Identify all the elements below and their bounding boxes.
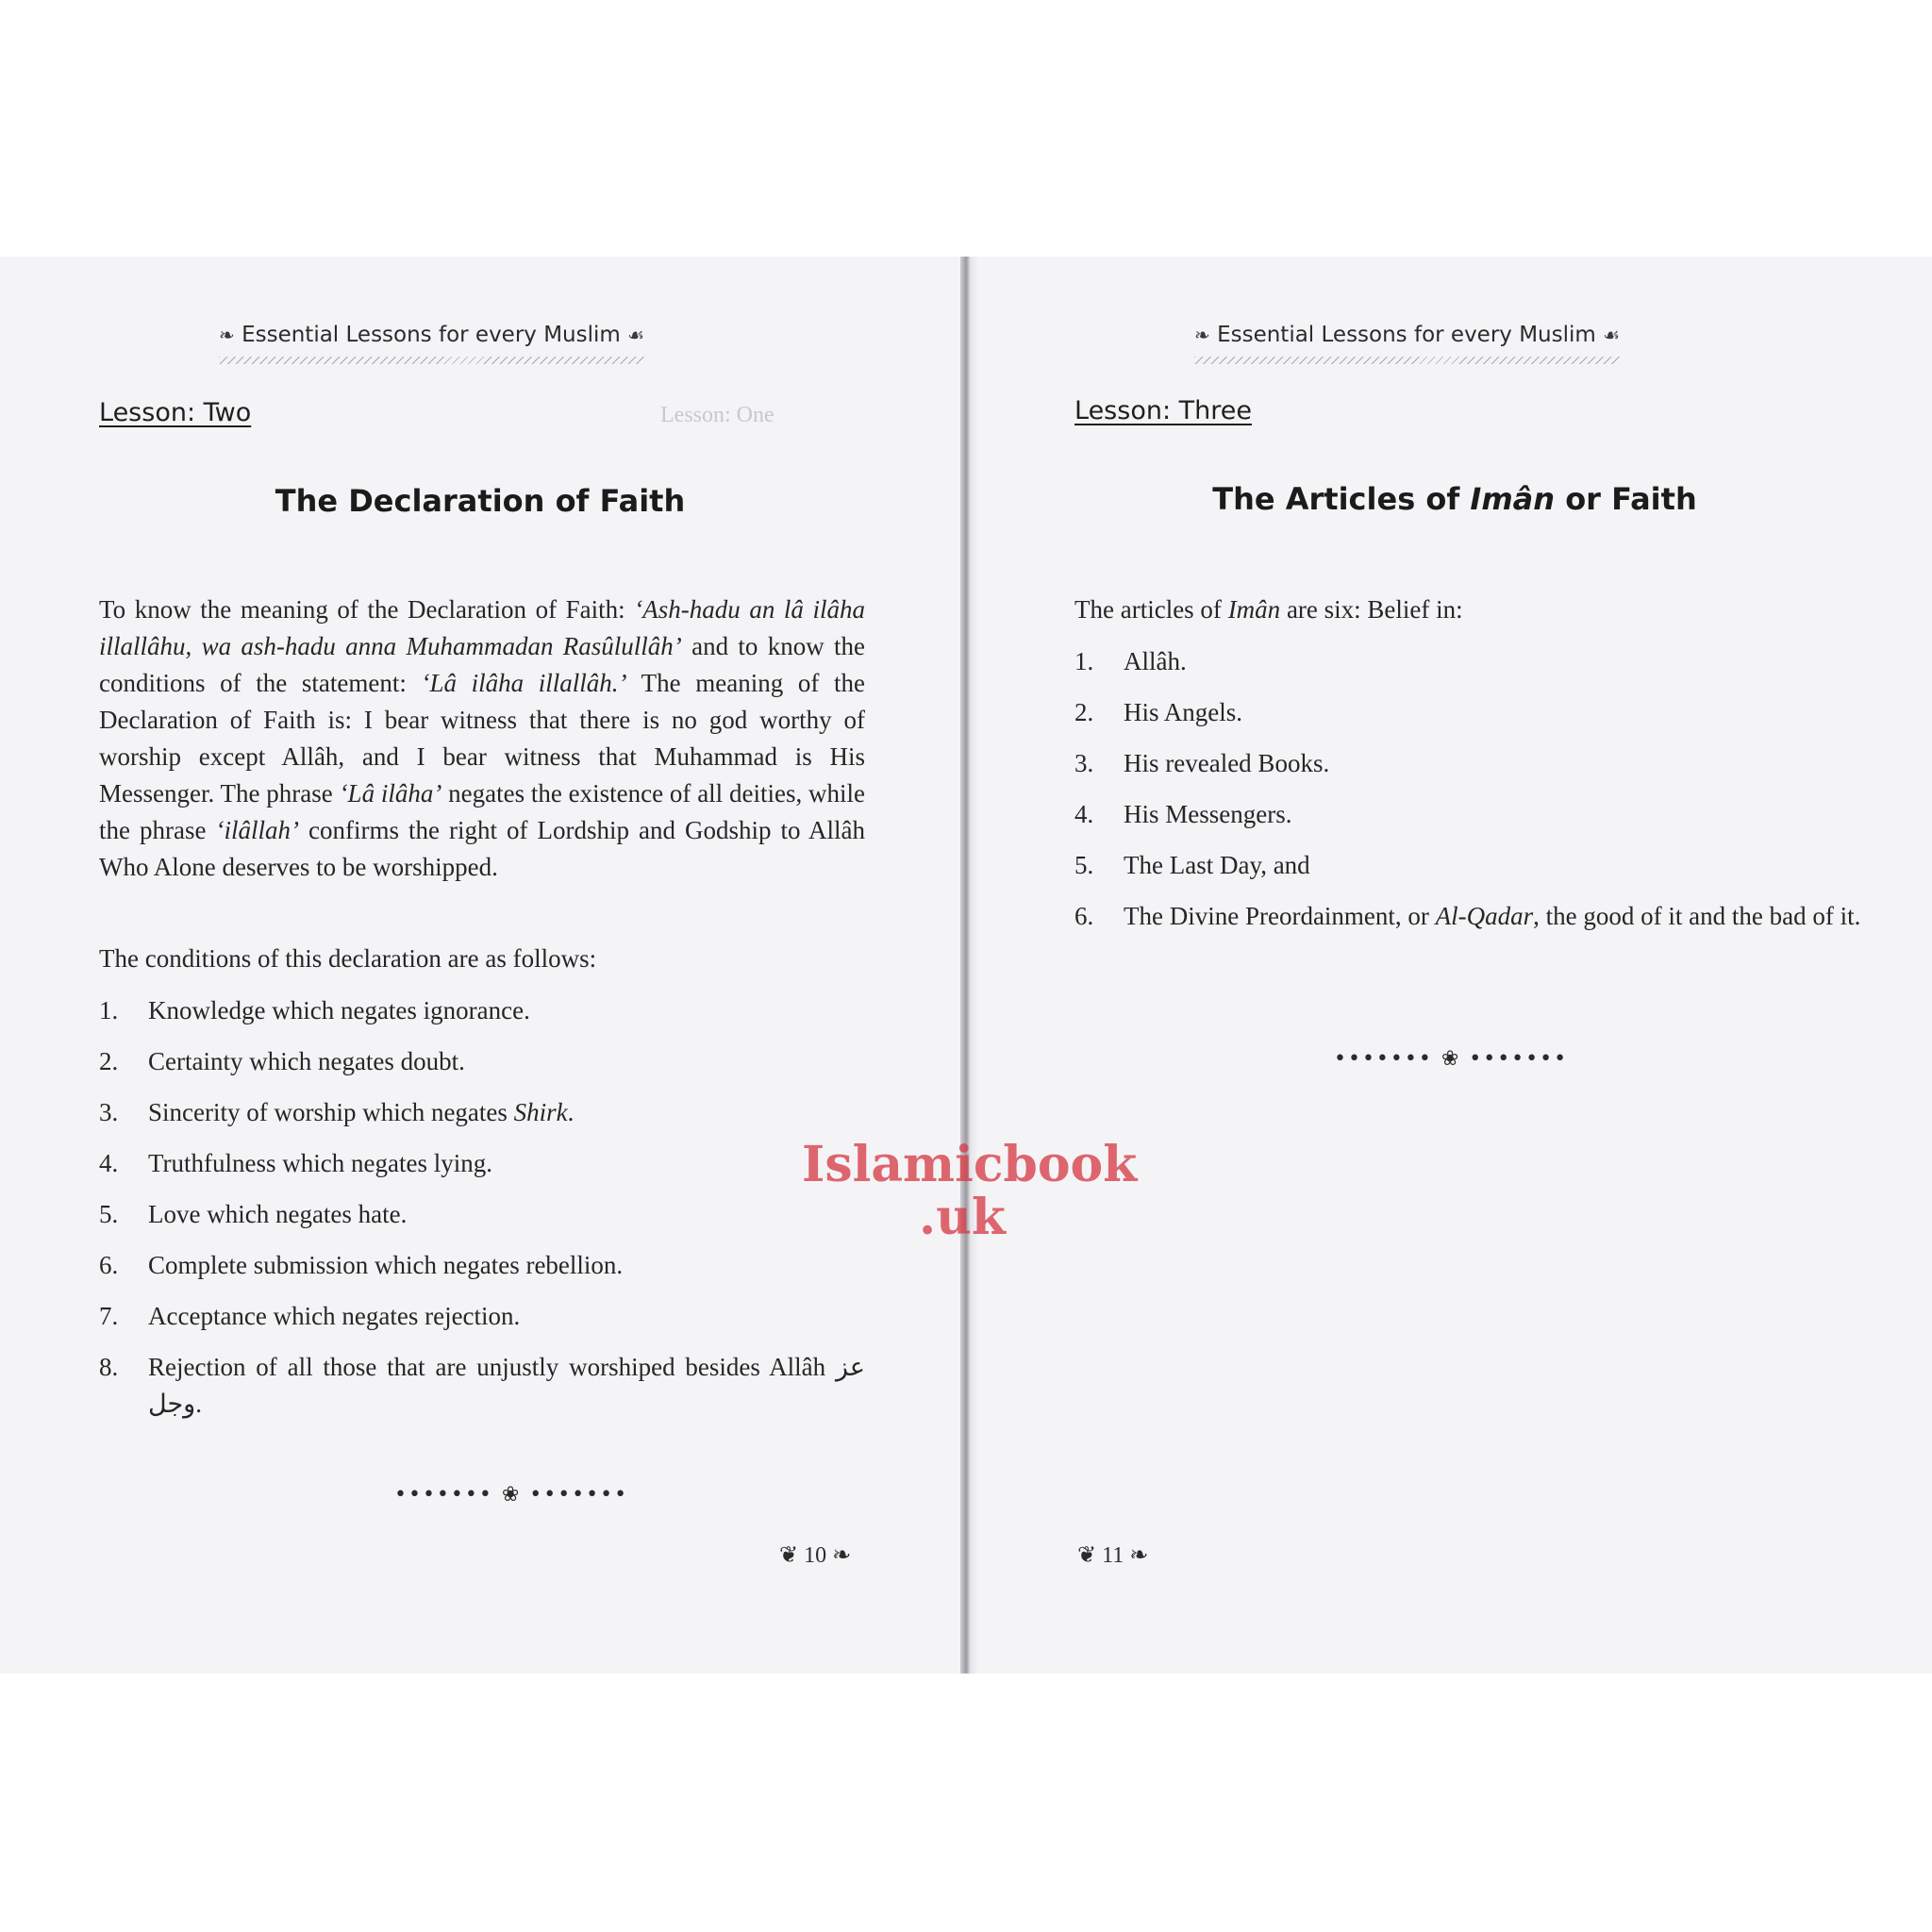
item-text-main: Acceptance which negates rejection.: [148, 1302, 521, 1330]
wavy-rule: [219, 357, 644, 364]
item-text-tail: , the good of it and the bad of it.: [1533, 902, 1861, 930]
list-item: [1074, 898, 1886, 935]
ilallah-phrase: ‘ilâllah’: [215, 816, 299, 844]
item-text-main: Love which negates hate.: [148, 1200, 408, 1228]
page-number-value: 11: [1102, 1543, 1124, 1568]
item-number: 5.: [1074, 851, 1094, 879]
lesson-label: Lesson: Two: [99, 398, 252, 427]
running-head-right: [1194, 323, 1620, 347]
declaration-paragraph: [99, 591, 865, 886]
item-text: [148, 1043, 865, 1080]
item-number: 3.: [99, 1098, 119, 1126]
item-text-main: Rejection of all those that are unjustly worshiped besides Allâh عز وجل.: [148, 1353, 865, 1418]
list-item: [99, 992, 865, 1029]
item-number: 1.: [1074, 647, 1094, 675]
item-number: 3.: [1074, 749, 1094, 777]
quill-ornament-icon: ☙: [627, 324, 645, 346]
right-page: [977, 257, 1932, 1674]
title-iman: Imân: [1470, 481, 1556, 517]
item-text: [148, 992, 865, 1029]
bleed-through-text: Lesson: One: [660, 403, 774, 427]
page-number-value: 10: [804, 1543, 827, 1568]
list-item: [1074, 847, 1886, 884]
lesson-title: [977, 481, 1932, 517]
item-text-main: Sincerity of worship which negates: [148, 1098, 514, 1126]
item-text: [148, 1298, 865, 1335]
book-spread: [0, 257, 1932, 1674]
meaning-text-2: negates the existence of all deities, while the phrase: [99, 779, 865, 844]
running-title: Essential Lessons for every Muslim: [1217, 323, 1596, 347]
left-page: [0, 257, 960, 1674]
item-number: 4.: [1074, 800, 1094, 828]
list-item: [1074, 643, 1886, 680]
list-item: [1074, 796, 1886, 833]
item-text: [1124, 745, 1886, 782]
articles-list: [1074, 643, 1886, 949]
shahada-transliteration: ‘Ash-hadu an lâ ilâha illallâhu, wa ash-hadu anna Muhammadan Rasûlullâh’: [99, 595, 865, 660]
item-text-main: The Last Day, and: [1124, 851, 1310, 879]
page-number-right: [1077, 1541, 1148, 1569]
item-number: 2.: [1074, 698, 1094, 726]
list-item: [99, 1349, 865, 1423]
list-item: [99, 1043, 865, 1080]
leaf-ornament-icon: ❦: [779, 1543, 799, 1568]
list-item: [99, 1298, 865, 1335]
page-number-left: [779, 1541, 851, 1569]
item-text-main: Knowledge which negates ignorance.: [148, 996, 530, 1024]
item-number: 2.: [99, 1047, 119, 1075]
item-text-main: Certainty which negates doubt.: [148, 1047, 465, 1075]
list-item: [1074, 745, 1886, 782]
intro-text: To know the meaning of the Declaration of Faith:: [99, 595, 635, 624]
quill-ornament-icon: ❧: [219, 324, 235, 346]
wavy-rule: [1194, 357, 1620, 364]
lesson-title: The Declaration of Faith: [275, 483, 686, 519]
la-ilaha-phrase: ‘Lâ ilâha’: [339, 779, 442, 808]
item-number: 8.: [99, 1353, 119, 1381]
item-number: 5.: [99, 1200, 119, 1228]
statement-transliteration: ‘Lâ ilâha illallâh.’: [421, 669, 627, 697]
quill-ornament-icon: ☙: [1603, 324, 1621, 346]
item-text: [1124, 847, 1886, 884]
item-text-main: His Messengers.: [1124, 800, 1292, 828]
item-italic-term: Shirk: [513, 1098, 568, 1126]
list-item: [99, 1145, 865, 1182]
item-text-main: His revealed Books.: [1124, 749, 1330, 777]
item-text-main: Truthfulness which negates lying.: [148, 1149, 492, 1177]
quill-ornament-icon: ❧: [1194, 324, 1210, 346]
watermark-line-2: .uk: [919, 1189, 1006, 1246]
section-divider: ••••••• ❀ •••••••: [394, 1483, 629, 1507]
list-item: [99, 1196, 865, 1233]
intro-text: The articles of: [1074, 595, 1228, 624]
meaning-text: The meaning of the Declaration of Faith is: I bear witness that there is no god worthy of worship except Allâh, and I bear witness that Muhammad is His Messenger. The phrase: [99, 669, 865, 808]
item-text-main: His Angels.: [1124, 698, 1243, 726]
watermark-line-1: Islamicbook: [802, 1136, 1138, 1193]
running-title: Essential Lessons for every Muslim: [242, 323, 621, 347]
item-text-tail: .: [567, 1098, 575, 1126]
item-number: 1.: [99, 996, 119, 1024]
intro-text-2: and to know the conditions of the statement:: [99, 632, 865, 697]
item-text: [1124, 796, 1886, 833]
item-text-main: Complete submission which negates rebellion.: [148, 1251, 624, 1279]
item-number: 6.: [99, 1251, 119, 1279]
item-text: [1124, 643, 1886, 680]
list-item: [99, 1094, 865, 1131]
book-gutter: [960, 257, 977, 1674]
item-text: [148, 1145, 865, 1182]
item-italic-term: Al-Qadar: [1435, 902, 1534, 930]
item-text: [148, 1196, 865, 1233]
list-item: [1074, 694, 1886, 731]
iman-term: Imân: [1227, 595, 1281, 624]
item-number: 6.: [1074, 902, 1094, 930]
title-text-2: or Faith: [1555, 481, 1697, 517]
leaf-ornament-icon: ❦: [1077, 1543, 1097, 1568]
articles-intro: [1074, 591, 1886, 628]
intro-text-2: are six: Belief in:: [1280, 595, 1463, 624]
item-text-main: The Divine Preordainment, or: [1124, 902, 1436, 930]
list-item: [99, 1247, 865, 1284]
leaf-ornament-icon: ❧: [1129, 1543, 1149, 1568]
meaning-text-3: confirms the right of Lordship and Godship to Allâh Who Alone deserves to be worshipped.: [99, 816, 866, 881]
item-text: [1124, 694, 1886, 731]
item-text-main: Allâh.: [1124, 647, 1187, 675]
item-number: 7.: [99, 1302, 119, 1330]
item-text: [148, 1247, 865, 1284]
leaf-ornament-icon: ❧: [832, 1543, 852, 1568]
title-text: The Articles of: [1212, 481, 1471, 517]
item-text: [1124, 898, 1886, 935]
item-text: [148, 1094, 865, 1131]
item-text: [148, 1349, 865, 1423]
conditions-intro: The conditions of this declaration are as follows:: [99, 944, 597, 973]
section-divider: ••••••• ❀ •••••••: [1334, 1047, 1569, 1071]
running-head-left: [219, 323, 644, 347]
item-number: 4.: [99, 1149, 119, 1177]
watermark: [802, 1136, 1138, 1246]
lesson-label: Lesson: Three: [1074, 396, 1252, 425]
conditions-list: [99, 992, 865, 1437]
